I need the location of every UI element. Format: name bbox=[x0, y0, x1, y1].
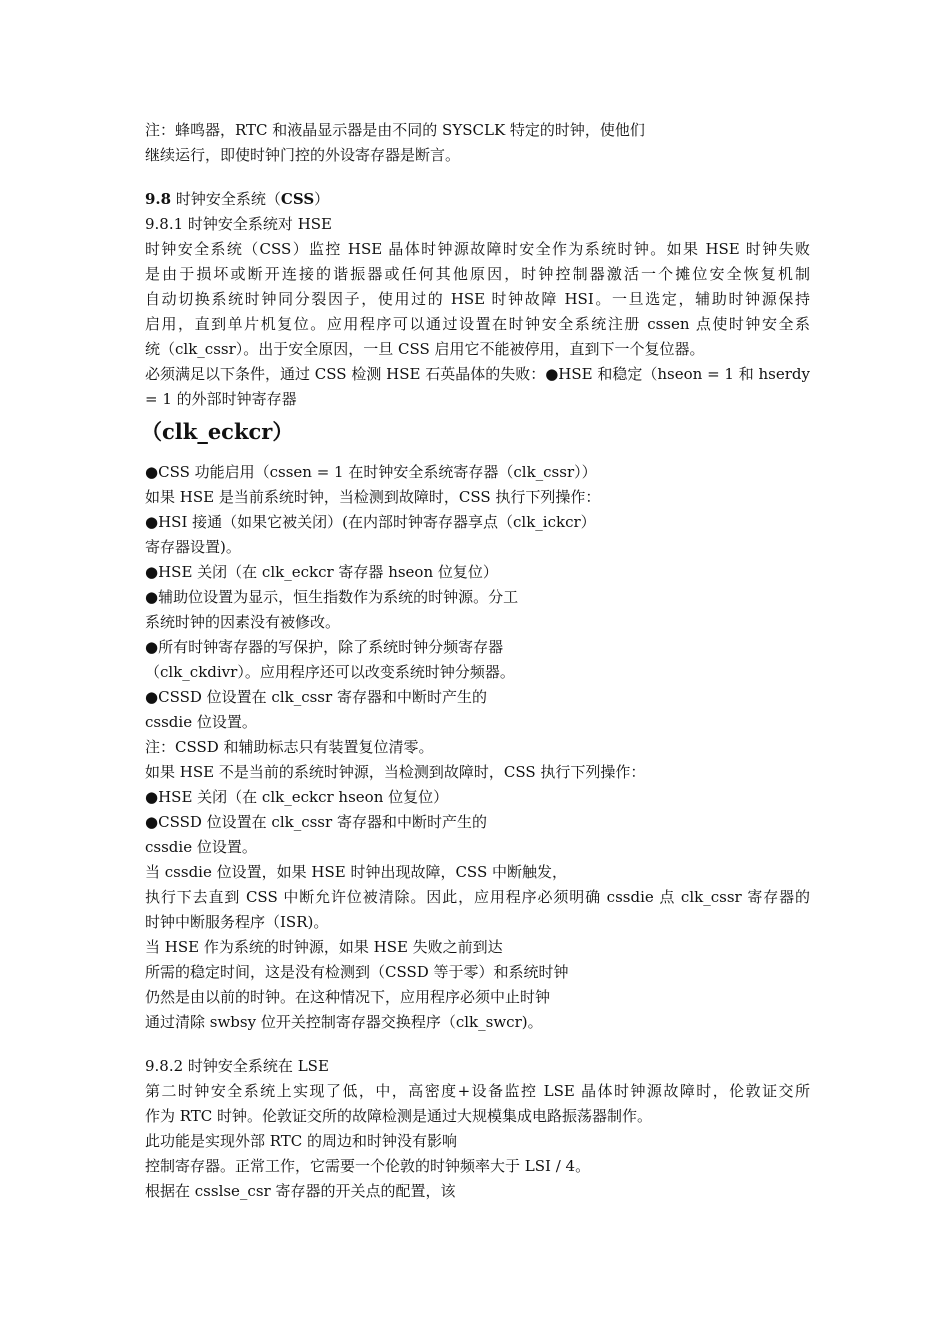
section-title-close: ） bbox=[314, 190, 330, 208]
paragraph-line: 统（clk_cssr）。出于安全原因，一旦 CSS 启用它不能被停用，直到下一个复位器。 bbox=[145, 340, 705, 358]
section-title-text: 时钟安全系统（ bbox=[171, 190, 281, 208]
body-line: 执行下去直到 CSS 中断允许位被清除。因此，应用程序必须明确 cssdie 点 clk_cssr 寄存器的 bbox=[145, 888, 810, 906]
body-line: 当 HSE 作为系统的时钟源，如果 HSE 失败之前到达 bbox=[145, 938, 503, 956]
body-line: 通过清除 swbsy 位开关控制寄存器交换程序（clk_swcr)。 bbox=[145, 1013, 543, 1031]
document-page bbox=[141, 118, 810, 1204]
register-label-large: （clk_eckcr） bbox=[141, 419, 294, 444]
body-line: 当 cssdie 位设置，如果 HSE 时钟出现故障，CSS 中断触发， bbox=[145, 863, 567, 881]
body-line: cssdie 位设置。 bbox=[145, 838, 257, 856]
body-line: ●HSE 关闭（在 clk_eckcr 寄存器 hseon 位复位） bbox=[145, 563, 498, 581]
note-line: 继续运行，即使时钟门控的外设寄存器是断言。 bbox=[145, 146, 461, 164]
subsection-heading-9-8-2: 9.8.2 时钟安全系统在 LSE bbox=[145, 1057, 329, 1075]
section-number: 9.8 bbox=[145, 190, 172, 208]
paragraph-line: 此功能是实现外部 RTC 的周边和时钟没有影响 bbox=[145, 1132, 458, 1150]
section-heading-9-8 bbox=[145, 187, 810, 212]
body-line: 所需的稳定时间，这是没有检测到（CSSD 等于零）和系统时钟 bbox=[145, 963, 569, 981]
body-line: 注：CSSD 和辅助标志只有装置复位清零。 bbox=[145, 738, 434, 756]
spacer bbox=[145, 1035, 810, 1054]
subsection-heading-9-8-1: 9.8.1 时钟安全系统对 HSE bbox=[145, 215, 333, 233]
paragraph-line: 是由于损坏或断开连接的谐振器或任何其他原因，时钟控制器激活一个摊位安全恢复机制 bbox=[145, 265, 810, 283]
body-line: ●所有时钟寄存器的写保护，除了系统时钟分频寄存器 bbox=[145, 638, 504, 656]
body-line: 如果 HSE 是当前系统时钟，当检测到故障时，CSS 执行下列操作： bbox=[145, 488, 601, 506]
spacer bbox=[145, 452, 810, 460]
paragraph-line: 根据在 csslse_csr 寄存器的开关点的配置，该 bbox=[145, 1182, 456, 1200]
paragraph-line: 启用，直到单片机复位。应用程序可以通过设置在时钟安全系统注册 cssen 点使时钟安全系 bbox=[145, 315, 810, 333]
paragraph-line: 作为 RTC 时钟。伦敦证交所的故障检测是通过大规模集成电路振荡器制作。 bbox=[145, 1107, 653, 1125]
body-line: ●CSSD 位设置在 clk_cssr 寄存器和中断时产生的 bbox=[145, 813, 487, 831]
body-line: ●CSS 功能启用（cssen = 1 在时钟安全系统寄存器（clk_cssr）） bbox=[145, 463, 597, 481]
paragraph-line: 第二时钟安全系统上实现了低，中，高密度+设备监控 LSE 晶体时钟源故障时，伦敦证交所 bbox=[145, 1082, 810, 1100]
body-line: （clk_ckdivr）。应用程序还可以改变系统时钟分频器。 bbox=[145, 663, 515, 681]
body-line: ●HSE 关闭（在 clk_eckcr hseon 位复位） bbox=[145, 788, 449, 806]
body-line: cssdie 位设置。 bbox=[145, 713, 257, 731]
paragraph-line: = 1 的外部时钟寄存器 bbox=[145, 390, 297, 408]
body-line: 仍然是由以前的时钟。在这种情况下，应用程序必须中止时钟 bbox=[145, 988, 551, 1006]
paragraph-line: 控制寄存器。正常工作，它需要一个伦敦的时钟频率大于 LSI / 4。 bbox=[145, 1157, 591, 1175]
paragraph-line: 必须满足以下条件，通过 CSS 检测 HSE 石英晶体的失败：●HSE 和稳定（hseon = 1 和 hserdy bbox=[145, 365, 810, 383]
body-line: ●CSSD 位设置在 clk_cssr 寄存器和中断时产生的 bbox=[145, 688, 487, 706]
spacer bbox=[145, 168, 810, 187]
body-line: 时钟中断服务程序（ISR)。 bbox=[145, 913, 329, 931]
paragraph-line: 自动切换系统时钟同分裂因子，使用过的 HSE 时钟故障 HSI。一旦选定，辅助时钟源保持 bbox=[145, 290, 810, 308]
note-line: 注：蜂鸣器，RTC 和液晶显示器是由不同的 SYSCLK 特定的时钟，使他们 bbox=[145, 121, 645, 139]
paragraph-line: 时钟安全系统（CSS）监控 HSE 晶体时钟源故障时安全作为系统时钟。如果 HSE 时钟失败 bbox=[145, 240, 810, 258]
body-line: ●辅助位设置为显示，恒生指数作为系统的时钟源。分工 bbox=[145, 588, 519, 606]
section-title-bold: CSS bbox=[280, 190, 315, 208]
body-line: 如果 HSE 不是当前的系统时钟源，当检测到故障时，CSS 执行下列操作： bbox=[145, 763, 646, 781]
body-line: 寄存器设置)。 bbox=[145, 538, 241, 556]
body-line: 系统时钟的因素没有被修改。 bbox=[145, 613, 341, 631]
body-line: ●HSI 接通（如果它被关闭）(在内部时钟寄存器享点（clk_ickcr） bbox=[145, 513, 596, 531]
